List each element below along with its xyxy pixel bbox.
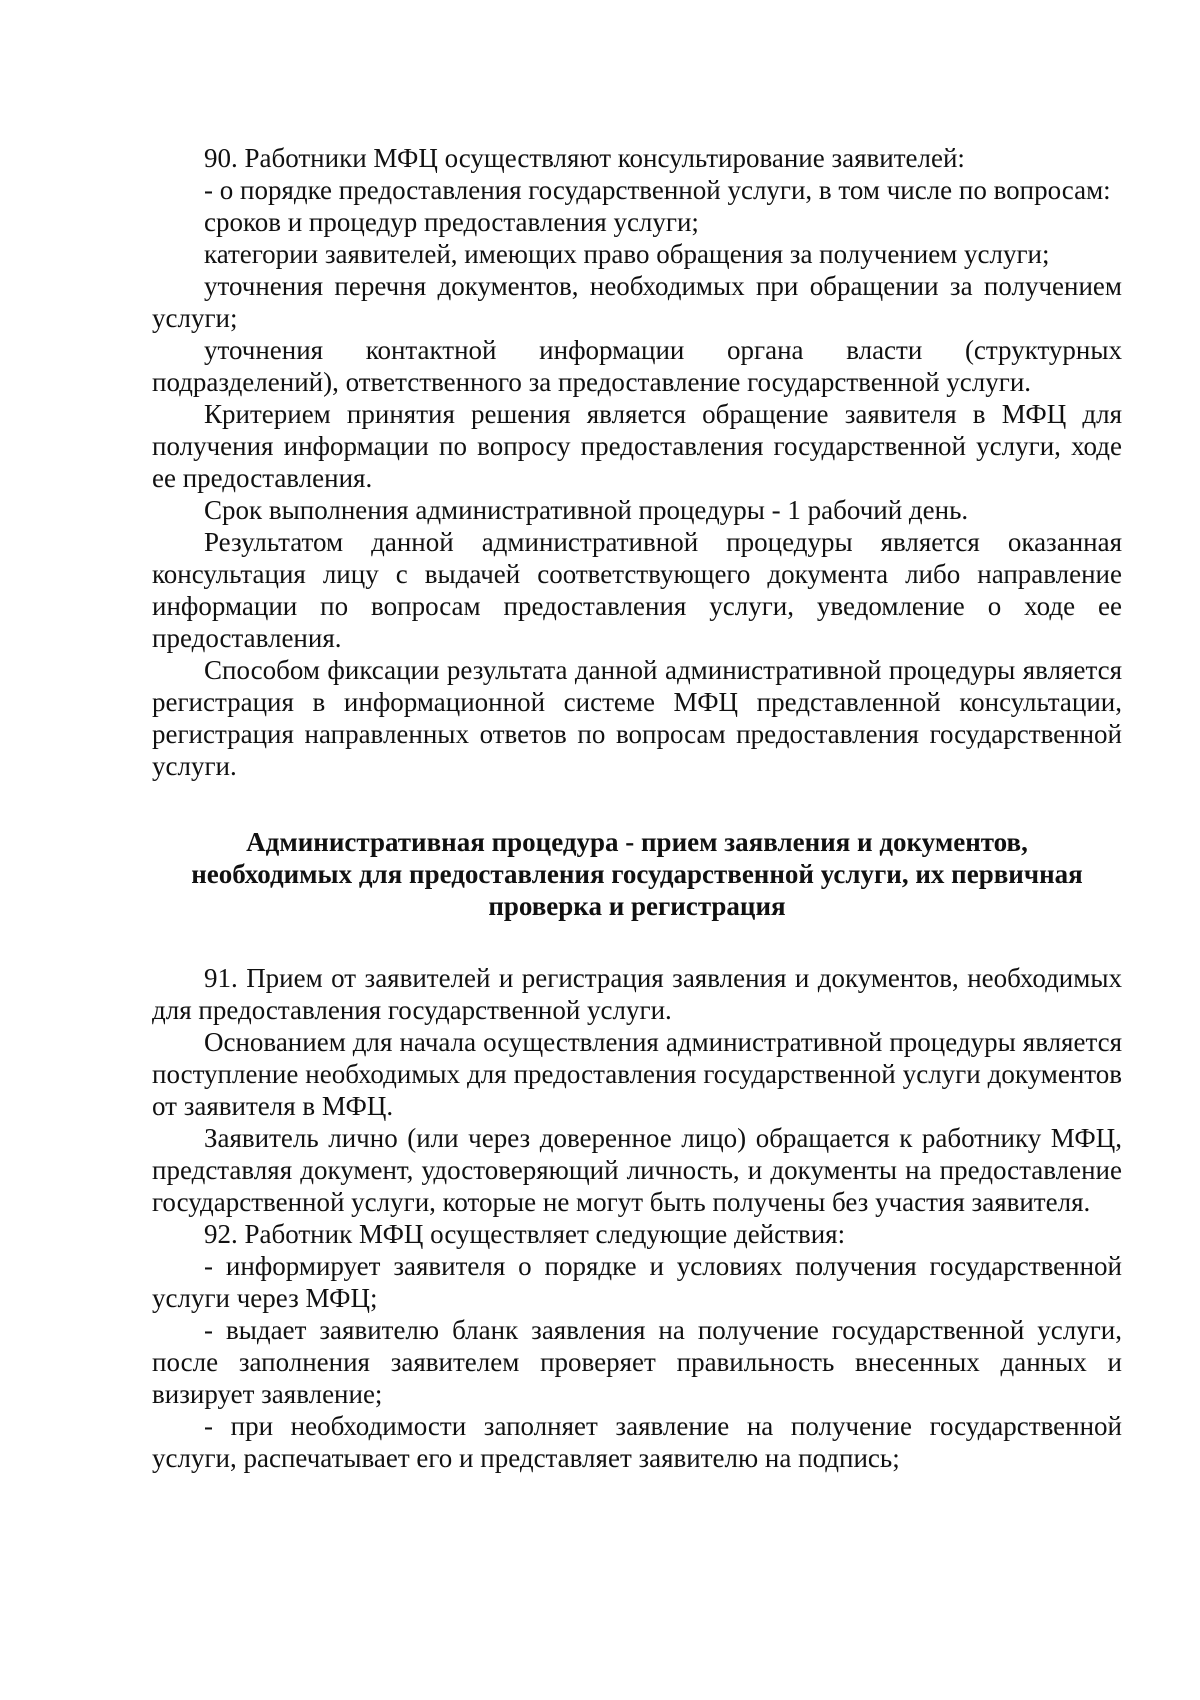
heading-line-3: проверка и регистрация [488,891,786,921]
paragraph-applicant-visit: Заявитель лично (или через доверенное лицо) обращается к работнику МФЦ, представляя документ, удостоверяющий личность, и документы на предоставление государственной услуги, которые не могут быть получены без участия заявителя. [152,1123,1122,1217]
paragraph-issues-form: - выдает заявителю бланк заявления на получение государственной услуги, после заполнения заявителем проверяет правильность внесенных данных и визирует заявление; [152,1315,1122,1409]
paragraph-procedure-result: Результатом данной административной процедуры является оказанная консультация лицу с выдачей соответствующего документа либо направление информации по вопросам предоставления услуги, уведомление о ходе ее предоставления. [152,527,1122,653]
paragraph-decision-criterion: Критерием принятия решения является обращение заявителя в МФЦ для получения информации по вопросу предоставления государственной услуги, ходе ее предоставления. [152,399,1122,493]
section-application-intake [152,962,1122,1474]
paragraph-fills-form: - при необходимости заполняет заявление на получение государственной услуги, распечатывает его и представляет заявителю на подпись; [152,1411,1122,1473]
paragraph-91: 91. Прием от заявителей и регистрация заявления и документов, необходимых для предоставления государственной услуги. [152,963,1122,1025]
paragraph-documents-list: уточнения перечня документов, необходимых при обращении за получением услуги; [152,271,1122,333]
paragraph-informs: - информирует заявителя о порядке и условиях получения государственной услуги через МФЦ; [152,1251,1122,1313]
paragraph-deadlines: сроков и процедур предоставления услуги; [204,207,699,237]
paragraph-procedure-basis: Основанием для начала осуществления административной процедуры является поступление необходимых для предоставления государственной услуги документов от заявителя в МФЦ. [152,1027,1122,1121]
section-consultation [152,142,1122,782]
paragraph-90: 90. Работники МФЦ осуществляют консультирование заявителей: [204,143,965,173]
section-heading [152,826,1122,922]
paragraph-consult-order: - о порядке предоставления государственной услуги, в том числе по вопросам: [204,175,1111,205]
paragraph-procedure-term: Срок выполнения административной процедуры - 1 рабочий день. [204,495,969,525]
heading-line-1: Административная процедура - прием заявления и документов, [246,827,1028,857]
paragraph-contact-info: уточнения контактной информации органа власти (структурных подразделений), ответственного за предоставление государственной услуги. [152,335,1122,397]
paragraph-result-recording: Способом фиксации результата данной административной процедуры является регистрация в информационной системе МФЦ представленной консультации, регистрация направленных ответов по вопросам предоставления государственной услуги. [152,655,1122,781]
document-page [152,142,1122,1474]
paragraph-applicant-categories: категории заявителей, имеющих право обращения за получением услуги; [204,239,1050,269]
paragraph-92: 92. Работник МФЦ осуществляет следующие действия: [204,1219,846,1249]
heading-line-2: необходимых для предоставления государственной услуги, их первичная [191,859,1083,889]
